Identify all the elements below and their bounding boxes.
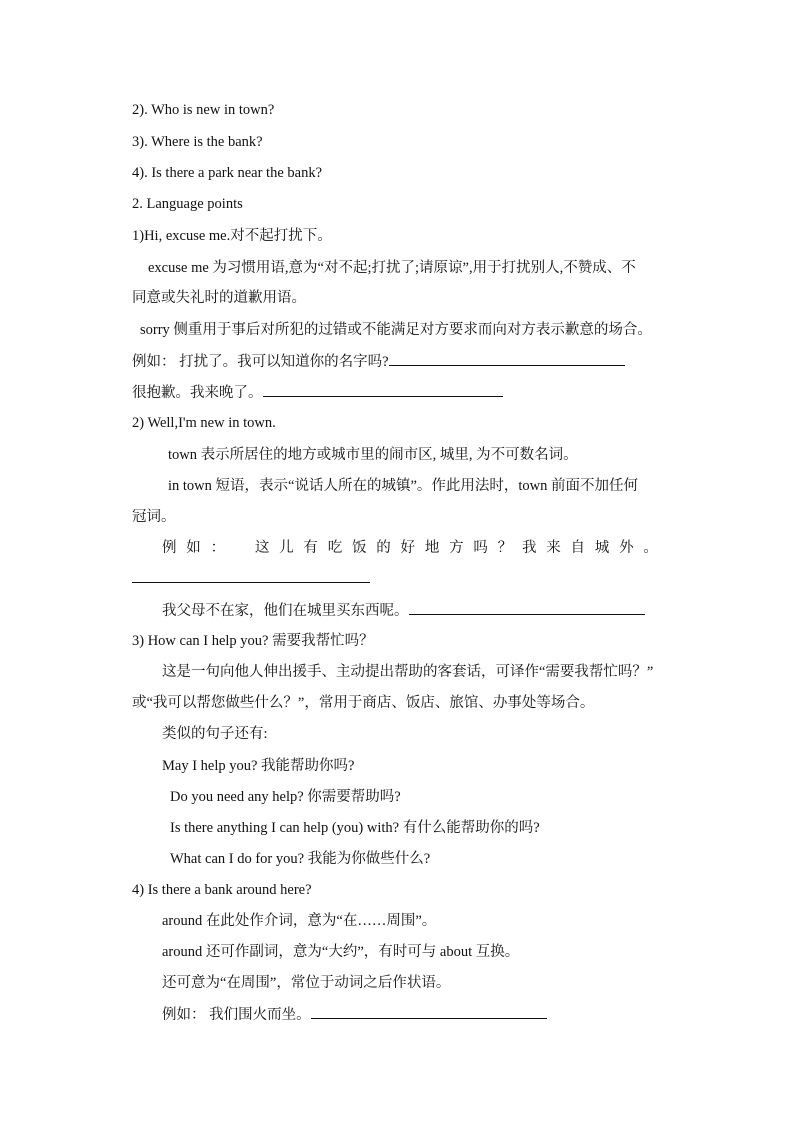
example-char: 有 — [303, 540, 318, 556]
example-text: 例如： 我们围火而坐。 — [162, 1007, 311, 1023]
point-3-text-3: 类似的句子还有: — [162, 726, 268, 742]
answer-blank-3[interactable] — [132, 568, 370, 583]
point-4-text-1: around 在此处作介词，意为“在……周围”。 — [162, 913, 437, 929]
similar-sentence-3: Is there anything I can help (you) with? 有什么能帮助你的吗? — [170, 820, 540, 836]
point-1-text-2: 同意或失礼时的道歉用语。 — [132, 290, 306, 306]
example-2-text: 很抱歉。我来晚了。 — [132, 385, 263, 401]
example-char: 儿 — [279, 540, 294, 556]
point-2-example-2 — [162, 600, 645, 621]
answer-blank-4[interactable] — [409, 600, 645, 615]
point-2-blank-line — [132, 568, 370, 589]
example-char: 吗 — [473, 540, 488, 556]
point-1-example-2 — [132, 382, 503, 403]
section-title: 2. Language points — [132, 196, 243, 212]
example-char: 外 — [619, 540, 634, 556]
question-4: 4). Is there a park near the bank? — [132, 165, 323, 181]
example-char: 地 — [424, 540, 440, 556]
answer-blank-2[interactable] — [263, 382, 503, 397]
example-char: 我 — [521, 540, 537, 556]
point-4-text-2: around 还可作副词，意为“大约”，有时可与 about 互换。 — [162, 944, 520, 960]
example-char: 的 — [376, 540, 391, 556]
example-char: 来 — [546, 540, 561, 556]
example-char: 自 — [570, 540, 585, 556]
example-char: 吃 — [327, 540, 343, 556]
example-char: 这 — [254, 540, 270, 556]
point-4-example — [162, 1004, 547, 1025]
point-3-text-1: 这是一句向他人伸出援手、主动提出帮助的客套话，可译作“需要我帮忙吗？” — [162, 664, 654, 680]
point-2-example-1 — [162, 538, 658, 558]
point-1-text-1: excuse me 为习惯用语,意为“对不起;打扰了;请原谅”,用于打扰别人,不赞成、不 — [148, 260, 636, 276]
example-char: ： — [210, 540, 226, 556]
point-1-heading: 1)Hi, excuse me.对不起打扰下。 — [132, 228, 332, 244]
similar-sentence-2: Do you need any help? 你需要帮助吗? — [170, 789, 401, 805]
similar-sentence-4: What can I do for you? 我能为你做些什么? — [170, 851, 431, 867]
answer-blank-1[interactable] — [389, 351, 625, 366]
example-2-text: 我父母不在家，他们在城里买东西呢。 — [162, 603, 409, 619]
example-char: 。 — [643, 540, 658, 556]
example-char: ？ — [497, 540, 513, 556]
point-2-heading: 2) Well,I'm new in town. — [132, 415, 276, 431]
point-1-example-1 — [132, 351, 625, 372]
example-char: 饭 — [351, 540, 367, 556]
point-4-text-3: 还可意为“在周围”，常位于动词之后作状语。 — [162, 975, 451, 991]
example-char: 好 — [400, 540, 416, 556]
similar-sentence-1: May I help you? 我能帮助你吗? — [162, 758, 355, 774]
question-3: 3). Where is the bank? — [132, 134, 263, 150]
point-2-text-3: 冠词。 — [132, 509, 176, 525]
question-2: 2). Who is new in town? — [132, 102, 275, 118]
point-3-heading: 3) How can I help you? 需要我帮忙吗？ — [132, 633, 374, 649]
example-char: 方 — [449, 540, 464, 556]
answer-blank-5[interactable] — [311, 1004, 547, 1019]
example-char: 城 — [594, 540, 610, 556]
point-4-heading: 4) Is there a bank around here? — [132, 882, 312, 898]
example-char: 如 — [186, 540, 201, 556]
example-1-text: 例如： 打扰了。我可以知道你的名字吗? — [132, 354, 389, 370]
example-char: 例 — [162, 540, 177, 556]
point-2-text-2: in town 短语，表示“说话人所在的城镇”。作此用法时，town 前面不加任何 — [168, 478, 639, 494]
point-1-text-3: sorry 侧重用于事后对所犯的过错或不能满足对方要求而向对方表示歉意的场合。 — [140, 322, 652, 338]
point-2-text-1: town 表示所居住的地方或城市里的闹市区, 城里, 为不可数名词。 — [168, 447, 578, 463]
point-3-text-2: 或“我可以帮您做些什么？”，常用于商店、饭店、旅馆、办事处等场合。 — [132, 695, 595, 711]
